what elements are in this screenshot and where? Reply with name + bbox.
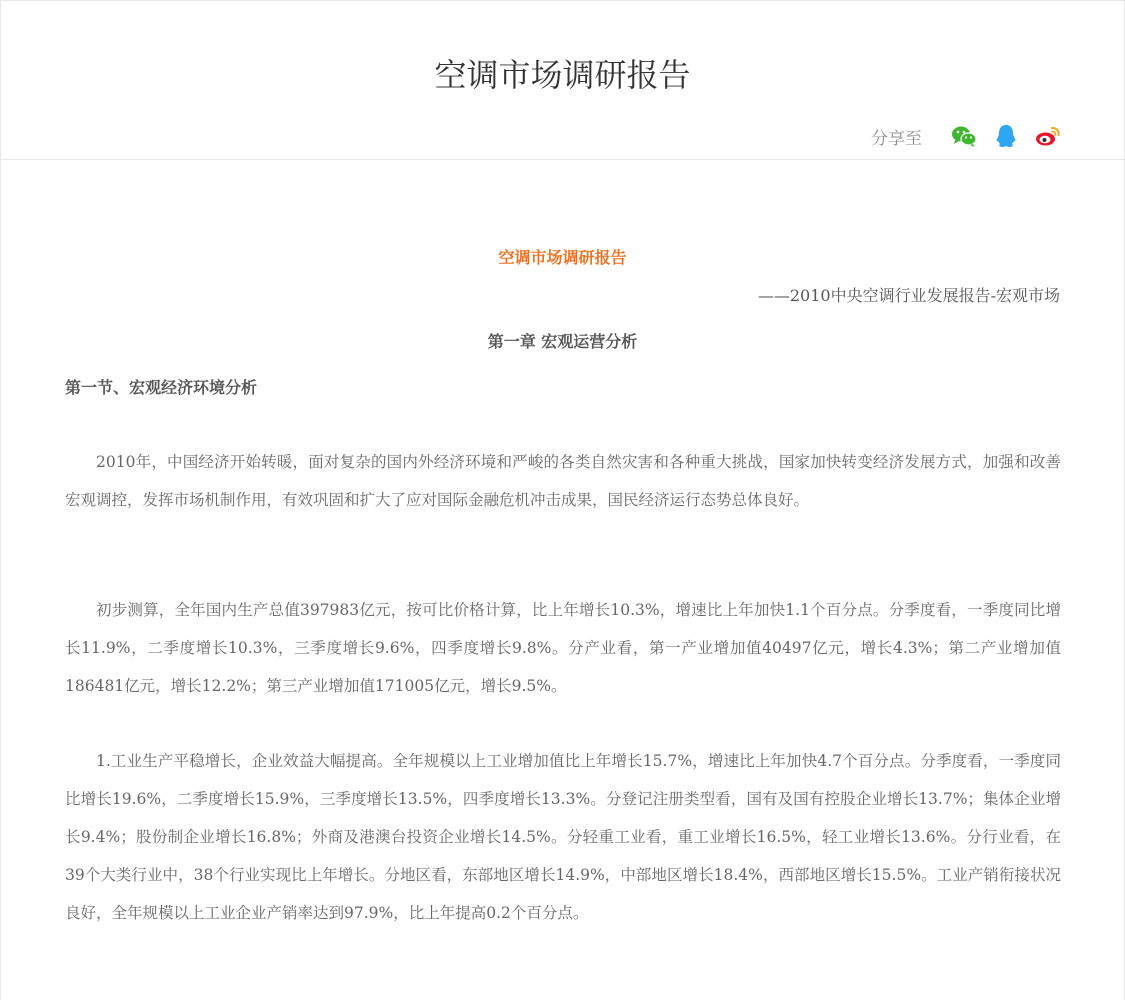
- wechat-icon: [951, 125, 977, 147]
- weibo-icon: [1035, 125, 1061, 147]
- paragraph: 初步测算，全年国内生产总值397983亿元，按可比价格计算，比上年增长10.3%，增速比上年加快1.1个百分点。分季度看，一季度同比增长11.9%，二季度增长10.3%，三季度增长9.6%，四季度增长9.8%。分产业看，第一产业增加值40497亿元，增长4.3%；第二产业增加值186481亿元，增长12.2%；第三产业增加值171005亿元，增长9.5%。: [65, 601, 1061, 695]
- share-qq-button[interactable]: [992, 122, 1020, 150]
- qq-icon: [995, 124, 1017, 148]
- paragraph: 2010年，中国经济开始转暖，面对复杂的国内外经济环境和严峻的各类自然灾害和各种重大挑战，国家加快转变经济发展方式，加强和改善宏观调控，发挥市场机制作用，有效巩固和扩大了应对国际金融危机冲击成果，国民经济运行态势总体良好。: [65, 453, 1061, 509]
- article-title: 空调市场调研报告: [498, 248, 627, 267]
- section-heading: 第一节、宏观经济环境分析: [65, 378, 258, 397]
- share-wechat-button[interactable]: [950, 122, 978, 150]
- article-subtitle: ——2010中央空调行业发展报告-宏观市场: [757, 286, 1060, 305]
- share-weibo-button[interactable]: [1034, 122, 1062, 150]
- share-bar: [871, 121, 1062, 151]
- paragraph: 1.工业生产平稳增长，企业效益大幅提高。全年规模以上工业增加值比上年增长15.7%，增速比上年加快4.7个百分点。分季度看，一季度同比增长19.6%，二季度增长15.9%，三季度增长13.5%，四季度增长13.3%。分登记注册类型看，国有及国有控股企业增长13.7%；集体企业增长9.4%；股份制企业增长16.8%；外商及港澳台投资企业增长14.5%。分轻重工业看，重工业增长16.5%，轻工业增长13.6%。分行业看，在39个大类行业中，38个行业实现比上年增长。分地区看，东部地区增长14.9%，中部地区增长18.4%，西部地区增长15.5%。工业产销衔接状况良好，全年规模以上工业企业产销率达到97.9%，比上年提高0.2个百分点。: [65, 752, 1061, 922]
- share-label: 分享至: [871, 128, 922, 149]
- page-title: 空调市场调研报告: [434, 56, 691, 94]
- header: [1, 1, 1124, 160]
- chapter-heading: 第一章 宏观运营分析: [487, 332, 638, 351]
